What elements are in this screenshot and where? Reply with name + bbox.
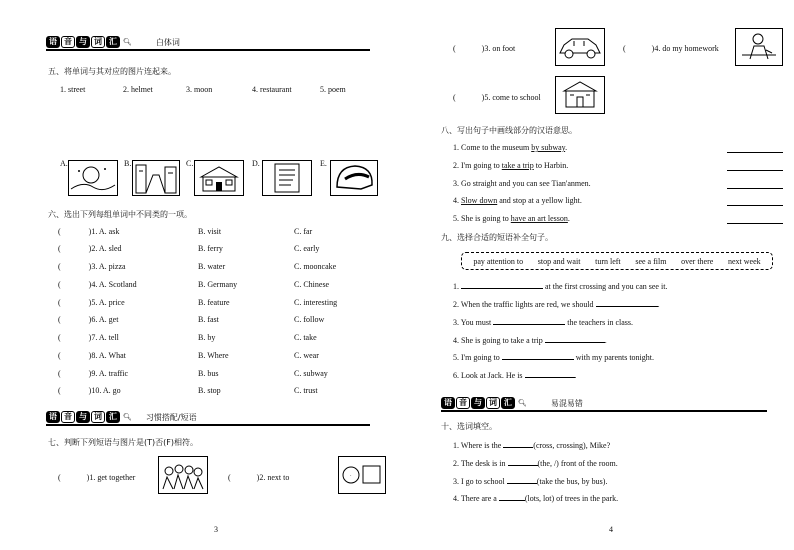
section-5-title: 五、将单词与其对应的图片连起来。 — [48, 67, 176, 76]
option-b: B. by — [198, 333, 216, 342]
sentence-text: of trees in the park. — [554, 494, 619, 503]
option-a: )10. A. go — [88, 386, 121, 395]
option-a: )6. A. get — [88, 315, 119, 324]
question-row — [58, 227, 119, 236]
answer-paren[interactable]: ( — [58, 244, 61, 253]
section-8-title: 八、写出句子中画线部分的汉语意思。 — [441, 126, 577, 135]
sentence-row — [453, 458, 618, 468]
sentence-text: . — [588, 179, 591, 188]
question-row — [58, 386, 121, 395]
helmet-picture — [330, 160, 378, 196]
header-rule — [46, 49, 370, 51]
option-c: C. Chinese — [294, 280, 330, 289]
magnifier-icon: 🔍︎ — [123, 38, 132, 46]
sentence-text: at the first crossing and you can see it. — [543, 282, 668, 291]
option-a: )2. A. sled — [88, 244, 122, 253]
magnifier-icon: 🔍︎ — [123, 413, 132, 421]
answer-paren[interactable]: ( — [58, 315, 61, 324]
option-phrase: see a film — [635, 256, 667, 266]
s7-item-3: ( )3. on foot — [453, 44, 516, 53]
option-phrase: over there — [681, 256, 714, 266]
header-rule — [441, 410, 767, 412]
word-choices: (lots, lot) — [524, 494, 555, 503]
question-row — [58, 369, 128, 378]
fill-blank[interactable] — [493, 317, 565, 325]
header-subtitle: 习惯搭配/短语 — [145, 412, 197, 422]
word-choices: (the, /) — [537, 459, 559, 468]
pic-label-c: C. — [186, 159, 194, 168]
word-choices: (take the bus, by bus) — [536, 477, 606, 486]
magnifier-icon: 🔍︎ — [518, 399, 527, 407]
sentence-row — [453, 370, 577, 380]
sentence-text: 1. Come to the museum — [453, 143, 532, 152]
option-b: B. Where — [198, 351, 229, 360]
homework-picture — [735, 28, 783, 66]
sentence-row — [453, 335, 607, 345]
question-row — [58, 244, 122, 253]
header-subtitle: 白体词 — [155, 37, 180, 47]
option-b: B. bus — [198, 369, 219, 378]
answer-paren[interactable]: ( — [58, 369, 61, 378]
option-phrase: turn left — [595, 256, 621, 266]
option-phrase: stop and wait — [537, 256, 581, 266]
svg-text:·: · — [350, 473, 352, 479]
sentence-text: with my parents tonight. — [573, 353, 654, 362]
fill-blank[interactable] — [499, 493, 525, 501]
word-choices: (cross, crossing) — [533, 441, 586, 450]
sentence-row — [453, 493, 618, 503]
sentence-text: 4. She is going to take a trip — [453, 336, 545, 345]
sentence-text: . — [604, 336, 607, 345]
poem-picture — [262, 160, 312, 196]
underlined-phrase: take a trip — [501, 161, 534, 170]
option-a: )7. A. tell — [88, 333, 119, 342]
answer-paren[interactable]: ( — [58, 280, 61, 289]
sentence-text: 3. I go to school — [453, 477, 507, 486]
word-3: 3. moon — [186, 85, 213, 94]
sentence-text: . — [657, 300, 660, 309]
answer-line[interactable] — [727, 188, 783, 189]
answer-line[interactable] — [727, 205, 783, 206]
option-a: )5. A. price — [88, 298, 125, 307]
word-2: 2. helmet — [123, 85, 153, 94]
sentence-row — [453, 281, 667, 291]
answer-paren[interactable]: ( — [58, 298, 61, 307]
option-c: C. follow — [294, 315, 325, 324]
sentence-text: . — [605, 477, 608, 486]
section-6-title: 六、选出下列每组单词中不同类的一项。 — [48, 210, 192, 219]
option-c: C. mooncake — [294, 262, 337, 271]
header-logo: 语 音 与 词 汇 — [46, 36, 120, 48]
sentence-row — [453, 352, 654, 362]
option-b: B. Germany — [198, 280, 238, 289]
answer-line[interactable] — [727, 223, 783, 224]
answer-paren[interactable]: ( — [58, 262, 61, 271]
sentence-text: the teachers in class. — [565, 318, 633, 327]
section-header-phrases — [46, 411, 197, 423]
answer-paren[interactable]: ( — [58, 333, 61, 342]
fill-blank[interactable] — [508, 458, 538, 466]
page-number-left: 3 — [214, 525, 218, 534]
option-b: B. feature — [198, 298, 230, 307]
fill-blank[interactable] — [507, 476, 537, 484]
sentence-text: 1. Where is the — [453, 441, 504, 450]
option-c: C. subway — [294, 369, 328, 378]
question-row — [58, 315, 118, 324]
question-row — [58, 333, 119, 342]
sentence-text: 5. She is going to — [453, 214, 511, 223]
option-a: )8. A. What — [88, 351, 126, 360]
moon-picture — [68, 160, 118, 196]
option-b: B. fast — [198, 315, 219, 324]
header-logo: 语 音 与 词 汇 — [46, 411, 120, 423]
sentence-text: 3. You must — [453, 318, 494, 327]
underlined-phrase: Slow down — [461, 196, 498, 205]
answer-line[interactable] — [727, 152, 783, 153]
underlined-phrase: by subway — [531, 143, 566, 152]
sentence-row — [453, 440, 610, 450]
option-a: )9. A. traffic — [88, 369, 129, 378]
right-page — [397, 0, 794, 550]
sentence-row — [453, 196, 582, 205]
option-a: )4. A. Scotland — [88, 280, 137, 289]
next-to-picture — [338, 456, 386, 494]
answer-paren[interactable]: ( — [58, 227, 61, 236]
section-10-title: 十、选词填空。 — [441, 422, 497, 431]
s7-item-4: ( )4. do my homework — [623, 44, 719, 53]
sentence-text: 2. I'm going to — [453, 161, 502, 170]
answer-paren[interactable]: ( — [58, 386, 61, 395]
option-c: C. far — [294, 227, 313, 236]
pic-label-b: B. — [124, 159, 132, 168]
option-b: B. water — [198, 262, 226, 271]
option-phrase: pay attention to — [473, 256, 524, 266]
sentence-text: and stop at a yellow light. — [497, 196, 582, 205]
sentence-text: . — [565, 143, 568, 152]
word-5: 5. poem — [320, 85, 346, 94]
question-row — [58, 280, 137, 289]
sentence-row — [453, 161, 568, 170]
pic-label-d: D. — [252, 159, 260, 168]
restaurant-picture — [194, 160, 244, 196]
sentence-row — [453, 476, 607, 486]
school-picture — [555, 76, 605, 114]
option-b: B. stop — [198, 386, 221, 395]
sentence-text: 1. — [453, 282, 461, 291]
sentence-text: to Harbin. — [533, 161, 569, 170]
sentence-row — [453, 317, 633, 327]
sentence-row — [453, 214, 570, 223]
option-a: )3. A. pizza — [88, 262, 126, 271]
fill-blank[interactable] — [545, 335, 605, 343]
sentence-text: 5. I'm going to — [453, 353, 502, 362]
fill-blank[interactable] — [461, 281, 543, 289]
option-phrase: next week — [727, 256, 761, 266]
sentence-text: . — [567, 214, 570, 223]
option-c: C. wear — [294, 351, 319, 360]
s7-item-5: ( )5. come to school — [453, 93, 541, 102]
option-b: B. visit — [198, 227, 222, 236]
street-picture — [132, 160, 180, 196]
section-header-confusables — [441, 397, 583, 409]
option-c: C. interesting — [294, 298, 338, 307]
question-row — [58, 262, 126, 271]
pic-label-a: A. — [60, 159, 68, 168]
word-1: 1. street — [60, 85, 86, 94]
header-logo: 语 音 与 词 汇 — [441, 397, 515, 409]
header-rule — [46, 424, 370, 426]
get-together-picture — [158, 456, 208, 494]
sentence-row — [453, 143, 567, 152]
sentence-text: 2. When the traffic lights are red, we should — [453, 300, 596, 309]
section-header-vocab — [46, 36, 180, 48]
fill-blank[interactable] — [596, 299, 658, 307]
s7-item-1: ( )1. get together — [58, 473, 136, 482]
question-row — [58, 351, 126, 360]
page-number-right: 4 — [609, 525, 613, 534]
sentence-text: 3. Go straight and you can see Tian'anmen — [453, 179, 589, 188]
sentence-text: front of the room. — [558, 459, 618, 468]
word-4: 4. restaurant — [252, 85, 292, 94]
sentence-text: . — [574, 371, 577, 380]
sentence-text: 4. — [453, 196, 461, 205]
sentence-text: 4. There are a — [453, 494, 499, 503]
answer-line[interactable] — [727, 170, 783, 171]
option-c: C. early — [294, 244, 320, 253]
answer-paren[interactable]: ( — [58, 351, 61, 360]
sentence-text: 2. The desk is in — [453, 459, 508, 468]
s7-item-2: ( )2. next to — [228, 473, 290, 482]
sentence-text: , Mike? — [585, 441, 611, 450]
underlined-phrase: have an art lesson — [510, 214, 568, 223]
section-9-title: 九、选择合适的短语补全句子。 — [441, 233, 553, 242]
sentence-row — [453, 299, 660, 309]
fill-blank[interactable] — [502, 352, 574, 360]
question-row — [58, 298, 125, 307]
phrase-options-box — [461, 252, 773, 270]
car-picture — [555, 28, 605, 66]
option-b: B. ferry — [198, 244, 223, 253]
option-c: C. take — [294, 333, 317, 342]
sentence-row — [453, 179, 591, 188]
sentence-text: 6. Look at Jack. He is — [453, 371, 525, 380]
header-subtitle: 易混易错 — [550, 398, 583, 408]
fill-blank[interactable] — [525, 370, 575, 378]
fill-blank[interactable] — [503, 440, 533, 448]
option-a: )1. A. ask — [88, 227, 120, 236]
option-c: C. trust — [294, 386, 318, 395]
pic-label-e: E. — [320, 159, 327, 168]
section-7-title: 七、判断下列短语与图片是(T)否(F)相符。 — [48, 438, 198, 447]
